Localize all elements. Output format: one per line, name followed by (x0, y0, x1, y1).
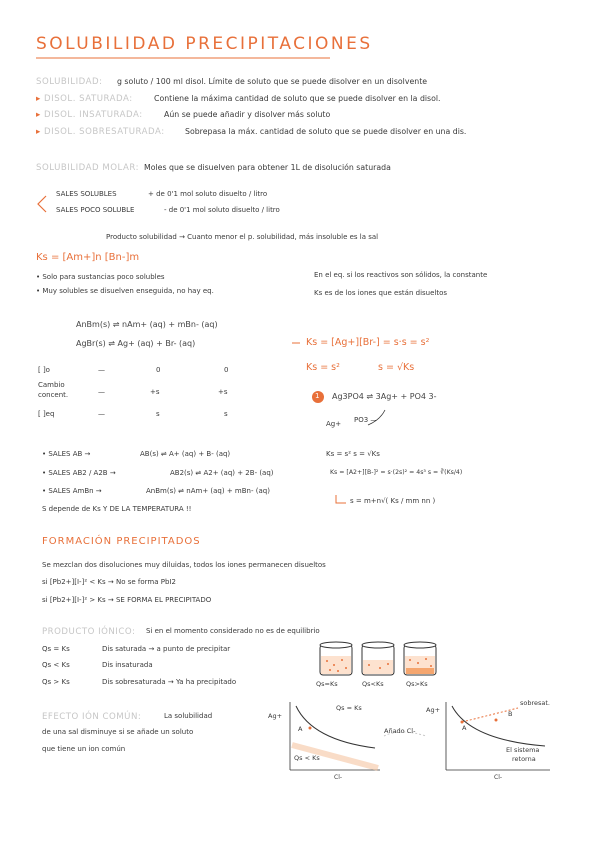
ks-s2: Ks = s² (306, 362, 340, 373)
ionico-text: Si en el momento considerado no es de equilibrio (146, 627, 320, 635)
graph-2-a: A (462, 724, 467, 732)
comun-label: EFECTO IÓN COMÚN: (42, 712, 142, 722)
sales-ab-eq: AB(s) ⇌ A+ (aq) + B- (aq) (140, 450, 231, 458)
sales-ambn-eq: AnBm(s) ⇌ nAm+ (aq) + mBn- (aq) (146, 487, 270, 495)
graph-2-b: B (508, 710, 513, 718)
ionico-label: PRODUCTO IÓNICO: (42, 627, 136, 637)
graph-1-y-label: Ag+ (268, 712, 283, 720)
sales-ab-label: • SALES AB → (42, 450, 91, 458)
beaker-label-1: Qs=Ks (316, 680, 338, 688)
ionico-cond-2: Qs < Ks (42, 661, 70, 669)
beaker-2 (362, 642, 394, 675)
row-label-initial: [ ]o (38, 366, 50, 374)
graph-2-x-label: Cl- (494, 774, 503, 781)
cell-2-1: — (98, 388, 105, 396)
ionico-cond-3: Qs > Ks (42, 678, 70, 686)
eq-agbr: AgBr(s) ⇌ Ag+ (aq) + Br- (aq) (76, 339, 196, 348)
graph-1-a: A (298, 725, 303, 733)
graph-1-x-label: Cl- (334, 774, 343, 781)
graph-2-retorna: retorna (512, 755, 536, 763)
cell-3-3: s (224, 410, 228, 418)
ionico-cond-1: Qs = Ks (42, 645, 70, 653)
row-label-change: Cambio concent. (38, 381, 69, 399)
ks-result: Ks = [Ag+][Br-] = s·s = s² (306, 337, 430, 348)
arrow-s (336, 495, 346, 503)
eq-general: AnBm(s) ⇌ nAm+ (aq) + mBn- (aq) (76, 320, 218, 329)
note-1: • Solo para sustancias poco solubles (36, 273, 165, 281)
circle-number: 1 (315, 392, 320, 400)
ag-label: Ag+ (326, 420, 342, 428)
disol-sobresaturada-text: Sobrepasa la máx. cantidad de soluto que se puede disolver en una dis. (185, 127, 467, 136)
cell-2-3: +s (218, 388, 228, 396)
beaker-1 (320, 642, 352, 675)
cell-1-1: — (98, 366, 105, 374)
sales-solubles-label: SALES SOLUBLES (56, 190, 117, 198)
row-label-eq: [ ]eq (38, 410, 55, 418)
graph-2-y-label: Ag+ (426, 706, 441, 714)
disol-saturada-label: ▸ DISOL. SATURADA: (36, 94, 133, 104)
formacion-text: Se mezclan dos disoluciones muy diluidas, todos los iones permanecen disueltos (42, 561, 326, 569)
right-note-1: En el eq. si los reactivos son sólidos, la constante (314, 271, 488, 279)
ag3po4-eq: Ag3PO4 ⇌ 3Ag+ + PO4 3- (332, 392, 437, 401)
sales-ab2-res: Ks = [A2+][B-]² = s·(2s)² = 4s³ s = ∛(Ks/4) (330, 469, 463, 476)
beaker-3 (404, 642, 436, 675)
formacion-title: FORMACIÓN PRECIPITADOS (42, 536, 201, 547)
sales-ab2-label: • SALES AB2 / A2B → (42, 469, 116, 477)
po-label: PO3 — (354, 416, 378, 424)
producto-heading: Producto solubilidad → Cuanto menor el p. solubilidad, más insoluble es la sal (106, 233, 379, 241)
beaker-label-2: Qs<Ks (362, 680, 384, 688)
formacion-si-1: si [Pb2+][I-]² < Ks → No se forma PbI2 (42, 578, 176, 586)
page-title: SOLUBILIDAD PRECIPITACIONES (36, 34, 373, 54)
ionico-desc-1: Dis saturada → a punto de precipitar (102, 645, 231, 653)
disol-saturada-text: Contiene la máxima cantidad de soluto que se puede disolver en la disol. (154, 94, 441, 103)
sales-poco-text: - de 0'1 mol soluto disuelto / litro (164, 206, 280, 214)
graph-1-qs: Qs = Ks (336, 704, 362, 712)
molar-label: SOLUBILIDAD MOLAR: (36, 163, 139, 173)
sales-bracket (38, 196, 46, 212)
molar-text: Moles que se disuelven para obtener 1L de disolución saturada (144, 163, 391, 172)
disol-insaturada-label: ▸ DISOL. INSATURADA: (36, 110, 143, 120)
sales-ab2-eq: AB2(s) ⇌ A2+ (aq) + 2B- (aq) (170, 469, 274, 477)
s-sqrt: s = √Ks (378, 362, 415, 373)
comun-text-3: que tiene un ion común (42, 745, 126, 753)
disol-sobresaturada-label: ▸ DISOL. SOBRESATURADA: (36, 127, 165, 137)
cell-3-2: s (156, 410, 160, 418)
temperatura-note: S depende de Ks Y DE LA TEMPERATURA !! (42, 505, 192, 513)
cell-2-2: +s (150, 388, 160, 396)
ionico-desc-3: Dis sobresaturada → Ya ha precipitado (102, 678, 237, 686)
ks-formula: Ks = [Am+]n [Bn-]m (36, 252, 140, 263)
formacion-si-2: si [Pb2+][I-]² > Ks → SE FORMA EL PRECIPITADO (42, 596, 212, 604)
comun-text-2: de una sal disminuye si se añade un soluto (42, 728, 194, 736)
graph-1-less: Qs < Ks (294, 754, 320, 762)
sales-ambn-res: s = m+n√( Ks / mm nn ) (350, 497, 436, 505)
cell-3-1: — (98, 410, 105, 418)
disol-insaturada-text: Aún se puede añadir y disolver más soluto (164, 110, 331, 119)
comun-text-1: La solubilidad (164, 712, 213, 720)
note-2: • Muy solubles se disuelven enseguida, no hay eq. (36, 287, 214, 295)
sales-ab-res: Ks = s² s = √Ks (326, 450, 380, 458)
cell-1-3: 0 (224, 366, 229, 374)
graph-2-sistema: El sistema (506, 746, 540, 754)
arrow-label: Añado Cl- (384, 727, 416, 735)
sales-solubles-text: + de 0'1 mol soluto disuelto / litro (148, 190, 268, 198)
ionico-desc-2: Dis insaturada (102, 661, 153, 669)
sales-ambn-label: • SALES AmBn → (42, 487, 102, 495)
right-note-2: Ks es de los iones que están disueltos (314, 289, 448, 297)
cell-1-2: 0 (156, 366, 161, 374)
solubilidad-label: SOLUBILIDAD: (36, 77, 103, 87)
sales-poco-label: SALES POCO SOLUBLE (56, 206, 135, 214)
solubilidad-text: g soluto / 100 ml disol. Límite de soluto que se puede disolver en un disolvente (117, 77, 428, 86)
beaker-label-3: Qs>Ks (406, 680, 428, 688)
graph-2-sobre: sobresat. (520, 699, 551, 707)
